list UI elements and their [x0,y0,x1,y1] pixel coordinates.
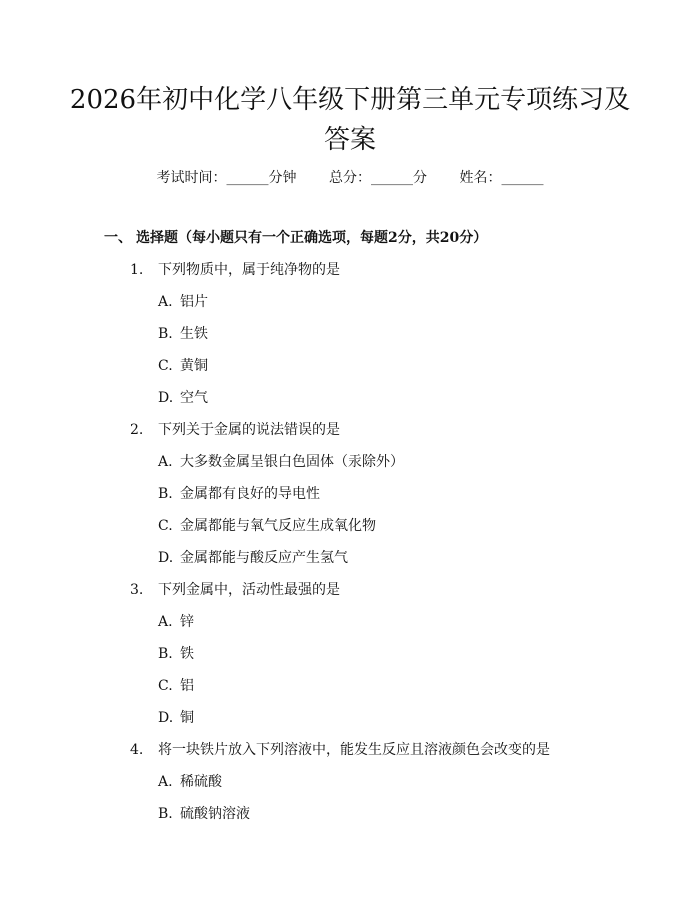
option-3c [158,676,194,696]
option-text: 金属都有良好的导电性 [180,486,320,502]
document-title: 2026年初中化学八年级下册第三单元专项练习及答案 [69,85,631,155]
option-2d [158,548,348,568]
student-name-field: 姓名：______ [459,170,544,186]
question-3 [130,580,340,600]
option-letter: C. [158,358,173,374]
option-letter: A. [158,454,173,470]
question-number: 3. [130,582,144,598]
option-text: 铁 [180,646,194,662]
option-letter: B. [158,326,173,342]
option-text: 大多数金属呈银白色固体（汞除外） [180,454,404,470]
option-letter: B. [158,646,173,662]
option-letter: A. [158,774,173,790]
option-1b [158,324,208,344]
option-text: 黄铜 [180,358,208,374]
option-letter: B. [158,806,173,822]
question-text: 下列物质中，属于纯净物的是 [158,262,340,278]
option-letter: A. [158,294,173,310]
option-3d [158,708,194,728]
option-letter: D. [158,710,174,726]
option-letter: C. [158,518,173,534]
option-letter: D. [158,390,174,406]
question-number: 4. [130,742,144,758]
option-text: 锌 [180,614,194,630]
option-letter: C. [158,678,173,694]
question-number: 2. [130,422,144,438]
option-3b [158,644,194,664]
exam-time-field: 考试时间：______分钟 [156,170,297,186]
option-4a [158,772,222,792]
exam-info [0,168,700,188]
option-letter: A. [158,614,173,630]
option-text: 铜 [180,710,194,726]
option-1d [158,388,208,408]
option-text: 稀硫酸 [180,774,222,790]
section-title: 选择题（每小题只有一个正确选项，每题2分，共20分） [136,230,488,246]
section-number: 一、 [104,230,132,246]
option-text: 金属都能与氧气反应生成氧化物 [180,518,376,534]
option-text: 硫酸钠溶液 [180,806,250,822]
option-3a [158,612,194,632]
question-4 [130,740,550,760]
option-1a [158,292,208,312]
question-text: 下列关于金属的说法错误的是 [158,422,340,438]
option-letter: B. [158,486,173,502]
option-text: 金属都能与酸反应产生氢气 [180,550,348,566]
option-1c [158,356,208,376]
option-text: 铝 [180,678,194,694]
option-4b [158,804,250,824]
question-2 [130,420,340,440]
total-score-field: 总分：______分 [329,170,427,186]
question-text: 下列金属中，活动性最强的是 [158,582,340,598]
option-2a [158,452,404,472]
question-1 [130,260,340,280]
option-text: 空气 [180,390,208,406]
question-text: 将一块铁片放入下列溶液中，能发生反应且溶液颜色会改变的是 [158,742,550,758]
question-number: 1. [130,262,144,278]
option-2c [158,516,376,536]
option-letter: D. [158,550,174,566]
option-2b [158,484,320,504]
option-text: 生铁 [180,326,208,342]
option-text: 铝片 [180,294,208,310]
section-heading [104,228,487,248]
